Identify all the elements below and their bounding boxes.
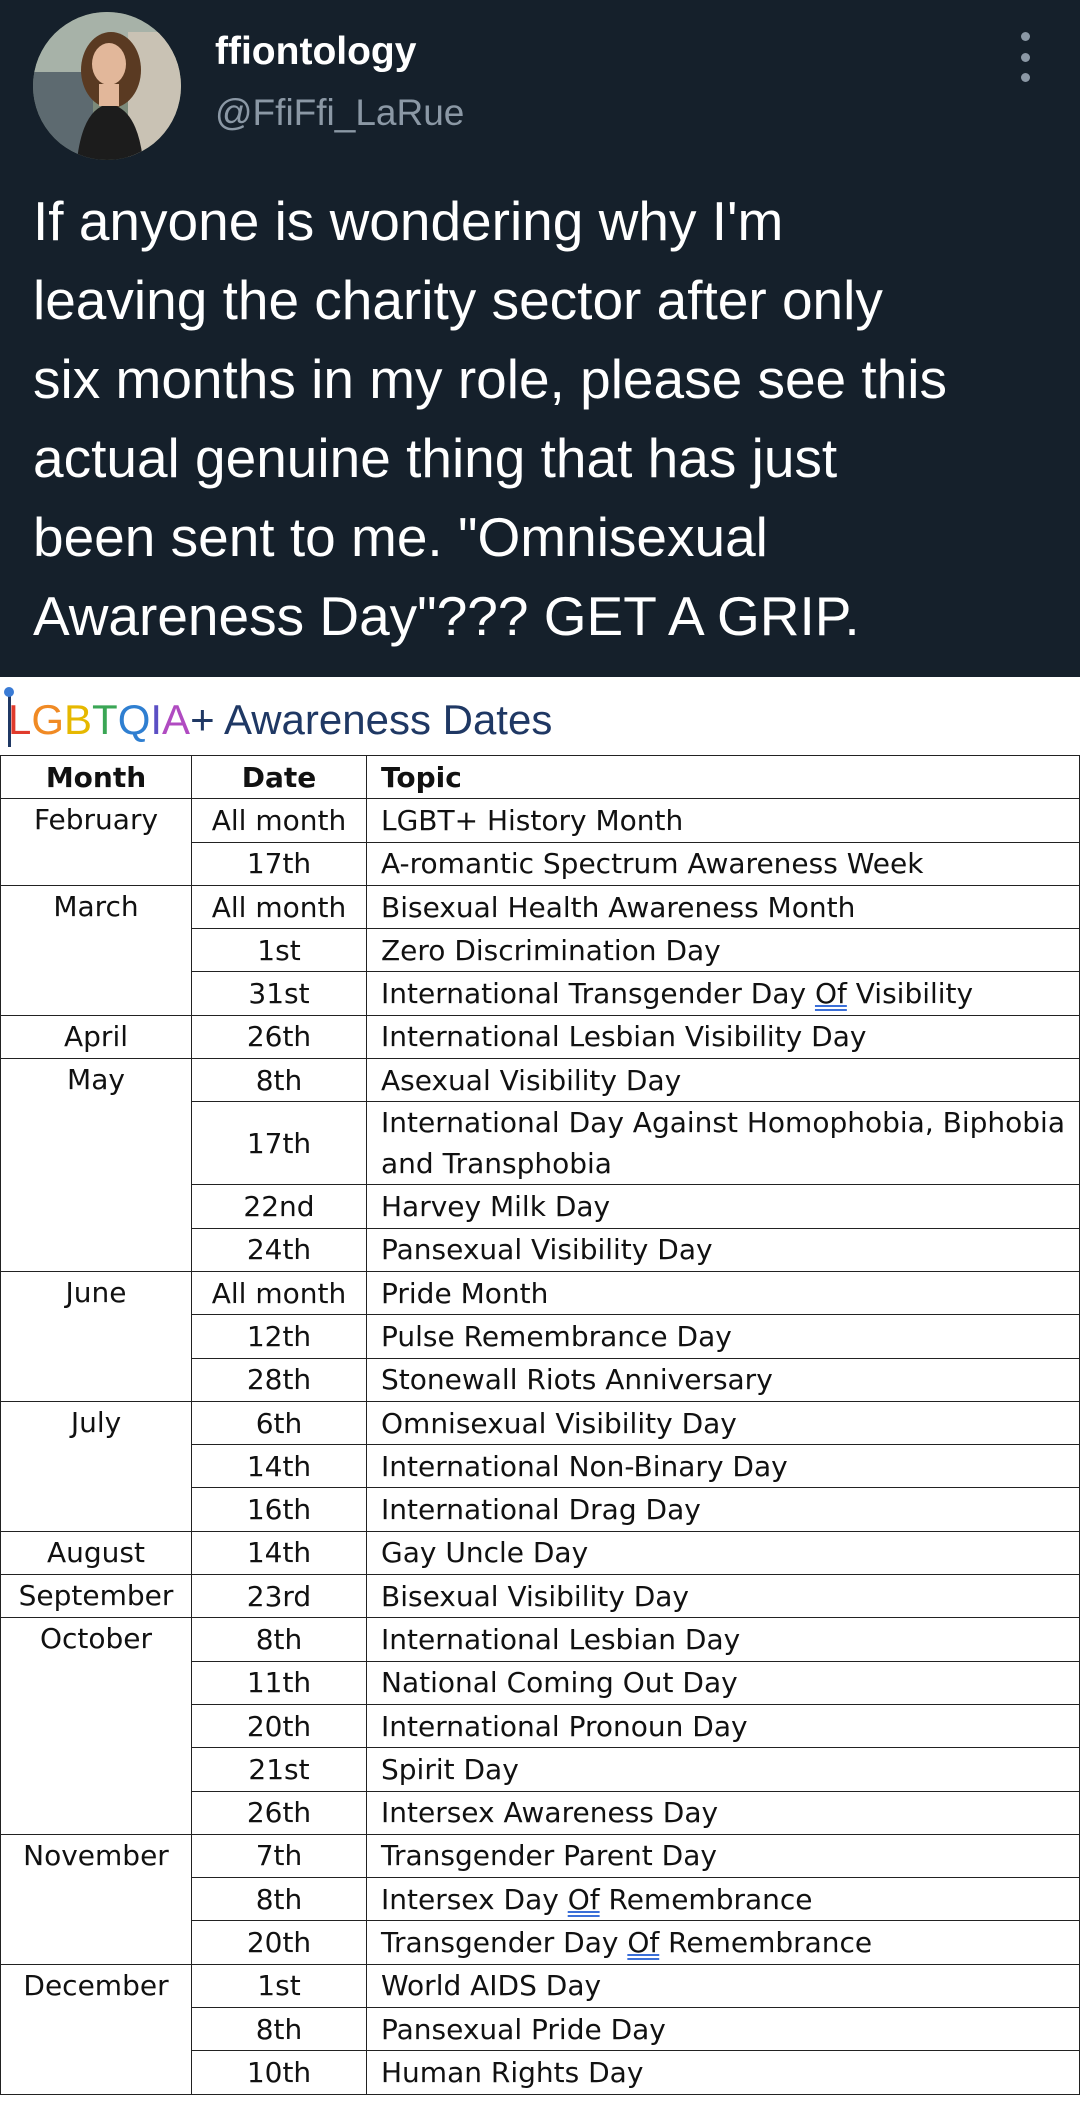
month-cell: May xyxy=(1,1059,192,1272)
date-cell: 6th xyxy=(192,1401,367,1444)
title-rainbow-letters xyxy=(8,696,190,743)
spellcheck-underlined-word: Of xyxy=(814,977,847,1011)
topic-text-start: Transgender Day xyxy=(381,1926,628,1960)
table-row xyxy=(1,1834,1080,1877)
table-row xyxy=(1,1964,1080,2007)
spellcheck-underlined-word: Of xyxy=(567,1882,600,1916)
topic-cell: Transgender Parent Day xyxy=(367,1834,1080,1877)
month-cell: March xyxy=(1,885,192,1015)
awareness-dates-table xyxy=(0,755,1080,2095)
topic-cell xyxy=(367,1878,1080,1921)
topic-cell: Intersex Awareness Day xyxy=(367,1791,1080,1834)
date-cell: 23rd xyxy=(192,1575,367,1618)
date-cell: 20th xyxy=(192,1704,367,1747)
topic-cell xyxy=(367,1921,1080,1964)
month-cell: October xyxy=(1,1618,192,1834)
topic-cell: A-romantic Spectrum Awareness Week xyxy=(367,842,1080,885)
date-cell: All month xyxy=(192,799,367,842)
date-cell: 8th xyxy=(192,1618,367,1661)
date-cell: 8th xyxy=(192,2008,367,2051)
date-cell: 7th xyxy=(192,1834,367,1877)
table-row xyxy=(1,1401,1080,1444)
month-cell: April xyxy=(1,1015,192,1058)
ellipsis-dot xyxy=(1021,73,1030,82)
topic-cell: Gay Uncle Day xyxy=(367,1531,1080,1574)
topic-cell: Stonewall Riots Anniversary xyxy=(367,1358,1080,1401)
topic-cell: LGBT+ History Month xyxy=(367,799,1080,842)
table-row xyxy=(1,885,1080,928)
date-cell: 31st xyxy=(192,972,367,1015)
ellipsis-dot xyxy=(1021,32,1030,41)
topic-cell: Spirit Day xyxy=(367,1748,1080,1791)
date-cell: 26th xyxy=(192,1015,367,1058)
topic-cell xyxy=(367,972,1080,1015)
topic-cell: International Pronoun Day xyxy=(367,1704,1080,1747)
topic-cell: World AIDS Day xyxy=(367,1964,1080,2007)
date-cell: 12th xyxy=(192,1315,367,1358)
topic-cell: Zero Discrimination Day xyxy=(367,929,1080,972)
display-name[interactable]: ffiontology xyxy=(215,30,417,73)
date-cell: 28th xyxy=(192,1358,367,1401)
topic-cell: Bisexual Visibility Day xyxy=(367,1575,1080,1618)
date-cell: 22nd xyxy=(192,1185,367,1228)
user-handle[interactable]: @FfiFfi_LaRue xyxy=(215,92,465,133)
date-cell: 14th xyxy=(192,1445,367,1488)
topic-cell: Pansexual Visibility Day xyxy=(367,1228,1080,1271)
vertical-ellipsis-icon[interactable] xyxy=(1012,32,1038,82)
topic-cell: Bisexual Health Awareness Month xyxy=(367,885,1080,928)
title-letter: A xyxy=(162,696,191,743)
topic-text-end: Visibility xyxy=(846,977,974,1011)
date-cell: 17th xyxy=(192,842,367,885)
topic-cell: Harvey Milk Day xyxy=(367,1185,1080,1228)
date-cell: 14th xyxy=(192,1531,367,1574)
topic-cell: International Drag Day xyxy=(367,1488,1080,1531)
date-cell: 11th xyxy=(192,1661,367,1704)
month-cell: December xyxy=(1,1964,192,2094)
date-cell: 8th xyxy=(192,1059,367,1102)
spellcheck-underlined-word: Of xyxy=(627,1926,660,1960)
table-row xyxy=(1,1531,1080,1574)
tweet-text: If anyone is wondering why I'm leaving the charity sector after only six months in my role, please see this actual genuine thing that has just been sent to me. "Omnisexual Awareness Day"??? GET A GRIP. xyxy=(33,190,947,647)
table-row xyxy=(1,1271,1080,1314)
title-letter: G xyxy=(31,696,65,743)
topic-cell: Human Rights Day xyxy=(367,2051,1080,2094)
topic-cell: International Lesbian Day xyxy=(367,1618,1080,1661)
date-cell: 10th xyxy=(192,2051,367,2094)
date-cell: 24th xyxy=(192,1228,367,1271)
avatar[interactable] xyxy=(33,12,181,160)
date-cell: All month xyxy=(192,1271,367,1314)
date-cell: 16th xyxy=(192,1488,367,1531)
date-cell: 1st xyxy=(192,929,367,972)
table-row xyxy=(1,1015,1080,1058)
month-cell: November xyxy=(1,1834,192,1964)
table-row xyxy=(1,1618,1080,1661)
topic-cell: Pride Month xyxy=(367,1271,1080,1314)
month-cell: August xyxy=(1,1531,192,1574)
topic-cell: Pansexual Pride Day xyxy=(367,2008,1080,2051)
tweet-card xyxy=(0,0,1080,677)
document-title xyxy=(8,695,552,745)
topic-text-end: Remembrance xyxy=(659,1926,873,1960)
date-cell: 17th xyxy=(192,1102,367,1185)
attached-image-document[interactable] xyxy=(0,677,1080,2103)
topic-cell: International Lesbian Visibility Day xyxy=(367,1015,1080,1058)
table-row xyxy=(1,1575,1080,1618)
header-month: Month xyxy=(1,756,192,799)
topic-cell: Asexual Visibility Day xyxy=(367,1059,1080,1102)
avatar-photo xyxy=(33,12,181,160)
title-letter: T xyxy=(92,696,118,743)
month-cell: September xyxy=(1,1575,192,1618)
ellipsis-dot xyxy=(1021,53,1030,62)
topic-cell: Omnisexual Visibility Day xyxy=(367,1401,1080,1444)
title-rest: + Awareness Dates xyxy=(190,696,553,743)
topic-cell: International Day Against Homophobia, Biphobia and Transphobia xyxy=(367,1102,1080,1185)
date-cell: 26th xyxy=(192,1791,367,1834)
date-cell: 21st xyxy=(192,1748,367,1791)
month-cell: June xyxy=(1,1271,192,1401)
table-row xyxy=(1,1059,1080,1102)
date-cell: 1st xyxy=(192,1964,367,2007)
title-letter: L xyxy=(8,696,32,743)
title-letter: I xyxy=(150,696,163,743)
date-cell: 8th xyxy=(192,1878,367,1921)
topic-text-end: Remembrance xyxy=(599,1882,813,1916)
topic-cell: International Non-Binary Day xyxy=(367,1445,1080,1488)
date-cell: All month xyxy=(192,885,367,928)
date-cell: 20th xyxy=(192,1921,367,1964)
table-row xyxy=(1,799,1080,842)
month-cell: July xyxy=(1,1401,192,1531)
title-letter: Q xyxy=(117,696,151,743)
month-cell: February xyxy=(1,799,192,886)
header-topic: Topic xyxy=(367,756,1080,799)
header-date: Date xyxy=(192,756,367,799)
topic-text-start: International Transgender Day xyxy=(381,977,815,1011)
topic-cell: Pulse Remembrance Day xyxy=(367,1315,1080,1358)
title-letter: B xyxy=(64,696,93,743)
topic-text-start: Intersex Day xyxy=(381,1882,568,1916)
table-header-row xyxy=(1,756,1080,799)
topic-cell: National Coming Out Day xyxy=(367,1661,1080,1704)
